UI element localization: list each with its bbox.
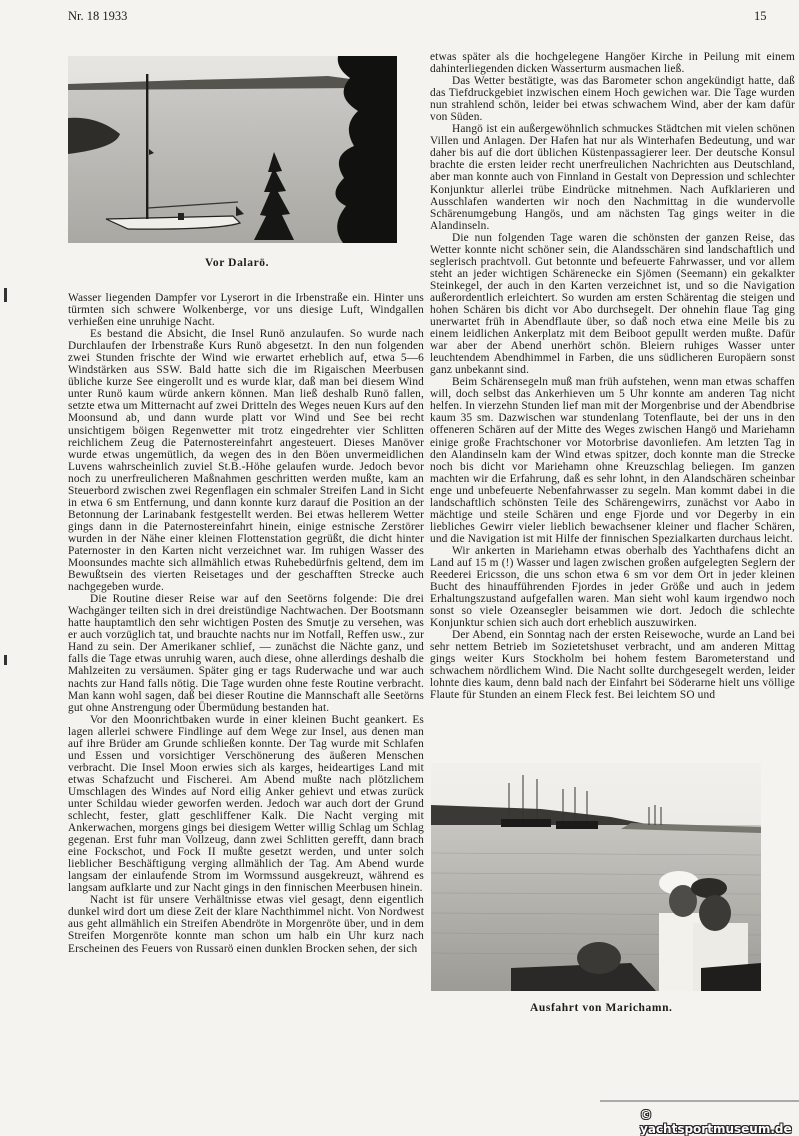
page-header-issue: Nr. 18 1933 — [68, 9, 128, 23]
paragraph: Beim Schärensegeln muß man früh aufstehen, wenn man etwas schaffen will, doch selbst das Ankerhieven um 5 Uhr konnte am anderen Tag nicht helfen. In vierzehn Stunden lief man mit der Morgenbrise und der Abendbrise kaum 35 sm. Dazwischen war stundenlang Totenflaute, bei der uns in den offeneren Schären auf der Mitte des Weges zwischen Hangö und Mariehamn einige große Frachtschoner vor Motorbrise davonliefen. Am letzten Tag in den Alandinseln kam der Wind etwas spitzer, doch konnte man die Strecke noch bis dicht vor Mariehamn ohne Kreuzschlag beliegen. Im ganzen machten wir die Erfahrung, daß es sehr lohnt, in den Alandschären scheinbar enge und unbefeuerte Nebenfahrwasser zu segeln. Man kommt dabei in die landschaftlich schönsten Teile des Schärengewirrs, zunächst vor Aabo in mächtige und steile Schären und enge Fjorde und vor Degerby in ein liebliches Gewirr vieler lieblich bewachsener kleiner und flacher Schären, und die Navigation ist mit Hilfe der finnischen Spezialkarten durchaus leicht. — [430, 376, 795, 545]
figure-caption-dalaro: Vor Dalarö. — [205, 257, 270, 269]
paragraph: Hangö ist ein außergewöhnlich schmuckes Städtchen mit vielen schönen Villen und Anlagen. Der Hafen hat nur als Winterhafen Bedeutung, und war daher bis auf die dort üblichen Küstenpassagierer leer. Der deutsche Konsul brachte die ersten leider recht unerfreulichen Nachrichten aus Deutschland, aber man konnte auch von Finnland in Gestalt von Depression und schlechter Konjunktur allerlei trübe Eindrücke mitnehmen. Nach Aufklarieren und Ausschlafen wanderten wir noch den Nachmittag in die wundervolle Schärenumgebung Hangös, und am nächsten Tag gings weiter in die Alandinseln. — [430, 123, 795, 232]
harbor-photo-graphic — [431, 763, 761, 991]
page-number: 15 — [754, 9, 767, 23]
paragraph: Wasser liegenden Dampfer vor Lyserort in die Irbenstraße ein. Hinter uns türmten sich schwere Wolkenberge, vor uns diesige Luft, Windgallen verhießen eine unruhige Nacht. — [68, 292, 424, 329]
scan-edge-line — [600, 1100, 799, 1102]
paragraph: Die nun folgenden Tage waren die schönsten der ganzen Reise, das Wetter konnte nicht schöner sein, die Alandsschären sind landschaftlich und seglerisch prachtvoll. Gut betonnte und befeuerte Fahrwasser, und vor allem steht an jeder wichtigen Schärenecke ein Sjömen (Seemann) ein gekalkter Steinkegel, der auch in den Karten verzeichnet ist, und so die Navigation außerordentlich erleichtert. So wurden am ersten Schärentag die steigen und hohen Schären bis dicht vor Abo durchsegelt. Der ohnehin flaue Tag ging unerwartet früh in Abendflaute über, so daß noch etwa eine Meile bis zu einem leidlichen Ankerplatz mit dem Beiboot gepullt werden mußte. Dafür war aber der Abend unerhört schön. Bleiern ruhiges Wasser unter leuchtendem Abendhimmel in Farben, die uns südlicheren Europäern sonst ganz unbekannt sind. — [430, 231, 795, 377]
article-column-left — [68, 292, 424, 955]
paragraph: Es bestand die Absicht, die Insel Runö anzulaufen. So wurde nach Durchlaufen der Irbenstraße Kurs Runö abgesetzt. In den nun folgenden zwei Stunden frischte der Wind wie erwartet erheblich auf, etwa 5—6 Windstärken aus SSW. Bald hatte sich die im Rigaischen Meerbusen übliche kurze See eingerollt und es wurde klar, daß man bei diesem Wind unter Runö kaum würde ankern können. Man ließ deshalb Runö fallen, setzte etwa um Mitternacht auf zwei Dritteln des Weges neuen Kurs auf den Moonsund ab, und dann wurde platt vor Wind und See bei recht unsichtigem böigen Regenwetter mit trotz eingedrehter vier Schlitten reichlichem Zeug die Paternostereinfahrt angesteuert. Dieses Manöver wurde etwas ungemütlich, da wegen des in den Böen unvermeidlichen Luvens wahrscheinlich zuviel St.B.-Höhe gelaufen wurde. Jedoch bevor noch zu unerfreulicheren Maßnahmen geschritten werden mußte, kam an Steuerbord zwischen zwei Regenflagen ein schmaler Streifen Land in Sicht in etwa 6 sm Entfernung, und dann konnte kurz darauf die Position an der Betonnung der Larinabank festgestellt werden. Bei etwas hellerem Wetter gings dann in die Paternostereinfahrt hinein, einige estnische Zerstörer wurden in der Nähe einer kleinen Flottenstation gegrüßt, die dicht hinter Paternoster in den Karten nicht verzeichnet war. Im ruhigen Wasser des Moonsundes machte sich allmählich etwas Ruhebedürfnis geltend, dem im Bewußtsein des vierten Reisetages und der geschafften Strecke auch nachgegeben wurde. — [68, 328, 424, 594]
paragraph: Wir ankerten in Mariehamn etwas oberhalb des Yachthafens dicht an Land auf 15 m (!) Wasser und lagen zwischen großen aufgelegten Seglern der Reederei Ericsson, die uns schon etwa 6 sm vor dem Ort in jeder kleinen Bucht des hinaufführenden Fjordes in jeder Größe und auch in jedem Erhaltungszustand aufgefallen waren. Man sieht wohl kaum irgendwo noch sonst so viele Ozeansegler beisammen wie dort. Jedoch die schlechte Konjunktur schien sich auch dort erheblich auszuwirken. — [430, 544, 795, 630]
scan-margin-mark — [4, 655, 7, 665]
figure-caption-mariehamn: Ausfahrt von Marichamn. — [530, 1002, 673, 1014]
scan-margin-mark — [4, 288, 7, 302]
yacht-photo-graphic — [68, 56, 397, 243]
copyright-watermark: © yachtsportmuseum.de — [640, 1108, 792, 1136]
photo-harbor-mariehamn — [431, 763, 761, 991]
paragraph: Nacht ist für unsere Verhältnisse etwas viel gesagt, denn eigentlich dunkel wird dort um diese Zeit der klare Nachthimmel nicht. Von Nordwest aus geht allmählich ein Streifen Abendröte in Morgenröte über, und in dem Streifen Morgenröte konnte man schon um halb ein Uhr kurz nach Erscheinen des Feuers von Russarö einen dunklen Brocken sehen, der sich — [68, 894, 424, 955]
paragraph: Das Wetter bestätigte, was das Barometer schon angekündigt hatte, daß das Tiefdruckgebiet inzwischen einem Hoch gewichen war. Die Tage wurden nun strahlend schön, leider bei etwas schwachem Wind, aber der kam dafür von Süden. — [430, 75, 795, 124]
article-column-right — [430, 51, 795, 702]
paragraph: etwas später als die hochgelegene Hangöer Kirche in Peilung mit einem dahinterliegenden dicken Wasserturm ausmachen ließ. — [430, 51, 795, 76]
photo-yacht-dalaro — [68, 56, 397, 243]
paragraph: Der Abend, ein Sonntag nach der ersten Reisewoche, wurde an Land bei sehr nettem Betrieb im Sozietetshuset verbracht, und am anderen Mittag gings weiter Kurs Stockholm bei hohem festem Barometerstand und schwachem nördlichem Wind. Die Nacht sollte durchgesegelt werden, leider lohnte dies kaum, denn bald nach der Einfahrt bei Söderarne hielt uns völlige Flaute für Stunden an einem Fleck fest. Bei leichtem SO und — [430, 629, 795, 702]
paragraph: Die Routine dieser Reise war auf den Seetörns folgende: Die drei Wachgänger teilten sich in drei dreistündige Nachtwachen. Der Bootsmann hatte hauptamtlich den sehr wichtigen Posten des Smutje zu versehen, was er auch vorzüglich tat, und brauchte nachts nur im Notfall, Reffen usw., zur Hand zu sein. Der Amerikaner schlief, — zunächst die Nächte ganz, und falls die Tage etwas unruhig waren, auch diese, ohne allerdings deshalb die Mahlzeiten zu versäumen. Später ging er tags Ruderwache und war auch nachts zur Hand falls nötig. Die Tage wurden ohne feste Routine verbracht. Man kann wohl sagen, daß bei dieser Routine die Mannschaft alle Seetörns gut ohne Anstrengung oder Übermüdung bestanden hat. — [68, 593, 424, 714]
paragraph: Vor den Moonrichtbaken wurde in einer kleinen Bucht geankert. Es lagen allerlei schwere Findlinge auf dem Wege zur Insel, aus denen man auf ihre Brüder am Grunde schließen konnte. Der Tag wurde mit Schlafen und Essen und vorsichtiger Verschönerung des äußeren Menschen verbracht. Die Insel Moon erwies sich als karges, heideartiges Land mit etwas Schafzucht und Fischerei. Am Abend mußte nach plötzlichem Umschlagen des Windes auf Nord eilig Anker gehievt und etwas zurück unter Schildau wieder geworfen werden. Jedoch war auch dort der Grund schlecht, fester, glatt geschliffener Kalk. Die Nacht verging mit Ankerwachen, morgens gings bei diesigem Wetter willig Schlag um Schlag gegenan. Erst fuhr man Vollzeug, dann zwei Schlitten gerefft, dann brach eine Fockschot, und Fock II mußte gesetzt werden, und unter solch lieblicher Beschäftigung verging allmählich der Tag. Am Abend wurde langsam der einlaufende Strom im Wormssund ausgekreuzt, während es langsam aufklarte und zur Nacht gings in den finnischen Meerbusen hinein. — [68, 713, 424, 895]
